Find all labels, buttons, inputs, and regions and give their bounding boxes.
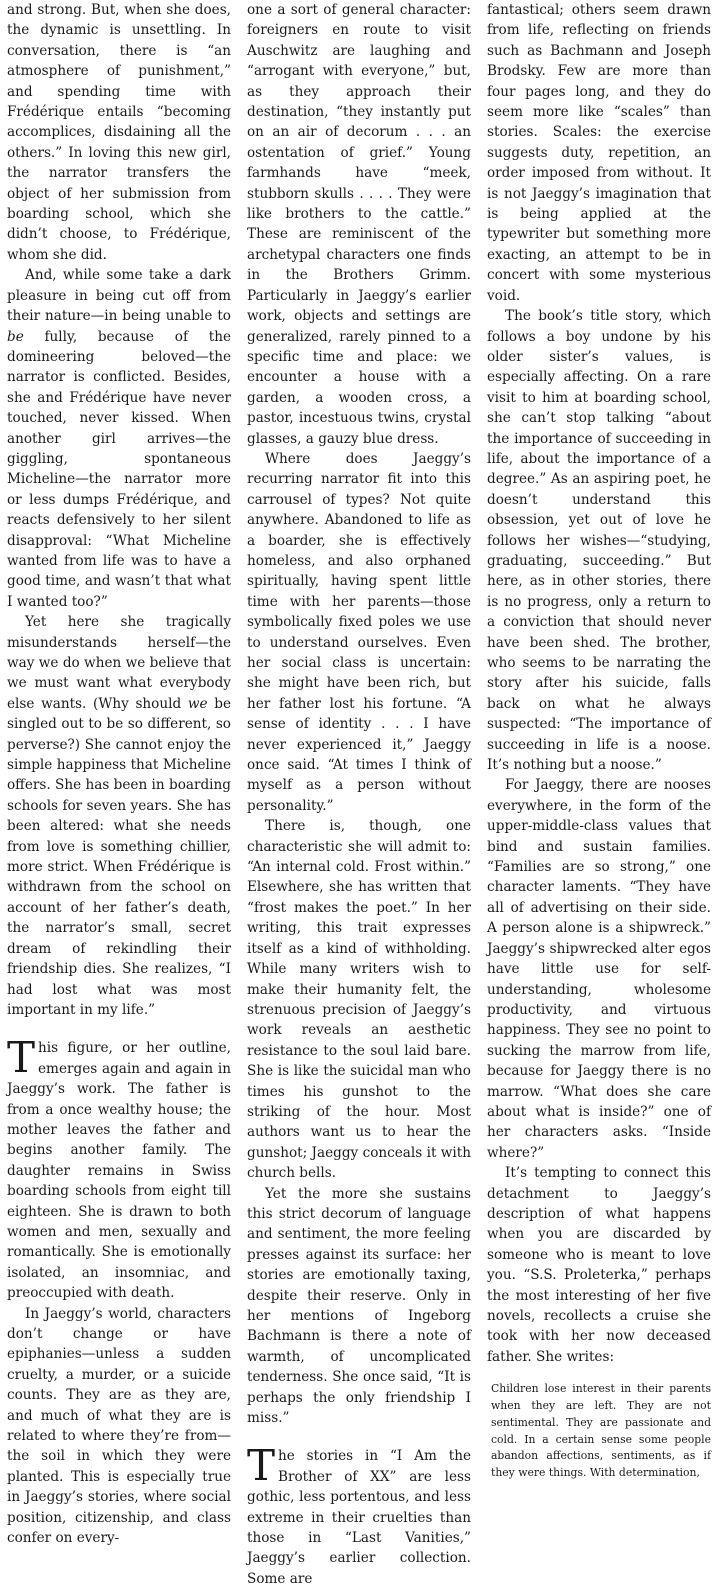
paragraph: For Jaeggy, there are nooses everywhere, in the form of the upper-middle-class values that bind and sustain families. “Families are so strong,” one character laments. “They have all of advertising on their side. A person alone is a shipwreck.” Jaeggy’s shipwrecked alter egos have little use for self-understanding, wholesome productivity, and virtuous happiness. They see no point to sucking the marrow from life, because for Jaeggy there is no marrow. “What does she care about what is inside?” one of her characters asks. “Inside where?” bbox=[487, 777, 711, 1161]
article-column-1 bbox=[7, 0, 231, 1547]
drop-cap: T bbox=[247, 1441, 276, 1491]
paragraph: and strong. But, when she does, the dynamic is unsettling. In conversation, there is “an atmosphere of punishment,” and spending time with Frédérique entails “becoming accomplices, disdaining all the others.” In loving this new girl, the narrator transfers the object of her submission from boarding school, which she didn’t choose, to Frédérique, whom she did. bbox=[7, 2, 231, 263]
paragraph: In Jaeggy’s world, characters don’t change or have epiphanies—unless a sudden cruelty, a murder, or a suicide counts. They are as they are, and much of what they are is related to where they’re from—the soil in which they were planted. This is especially true in Jaeggy’s stories, where social position, citizenship, and class confer on every- bbox=[7, 1305, 231, 1547]
paragraph: one a sort of general character: foreigners en route to visit Auschwitz are laughing and “arrogant with everyone,” but, as they approach their destination, “they instantly put on an air of decorum . . . an ostentation of grief.” Young farmhands have “meek, stubborn skulls . . . . They were like brothers to the cattle.” These are reminiscent of the archetypal characters one finds in the Brothers Grimm. Particularly in Jaeggy’s earlier work, objects and settings are generalized, rarely pinned to a specific time and place: we encounter a house with a garden, a wooden cross, a pastor, incestuous twins, crystal glasses, a gauzy blue dress. bbox=[247, 2, 471, 447]
block-quote: Children lose interest in their parents when they are left. They are not sentimental. They are passionate and cold. In a certain sense some people abandon affections, sentiments, as if they were things. With determination, bbox=[491, 1382, 711, 1480]
paragraph: There is, though, one characteristic she will admit to: “An internal cold. Frost within.” Elsewhere, she has written that “frost makes the poet.” In her writing, this trait expresses itself as a kind of withholding. While many writers wish to make their humanity felt, the strenuous precision of Jaeggy’s work reveals an aesthetic resistance to the soul laid bare. She is like the suicidal man who times his gunshot to the striking of the hour. Most authors want us to hear the gunshot; Jaeggy conceals it with church bells. bbox=[247, 818, 471, 1182]
paragraph: And, while some take a dark pleasure in being cut off from their nature—in being unable to be fully, because of the domineering beloved—the narrator is conflicted. Besides, she and Frédérique have never touched, never kissed. When another girl arrives—the giggling, spontaneous Micheline—the narrator more or less dumps Frédérique, and reacts defensively to her silent disapproval: “What Micheline wanted from life was to have a good time, and wasn’t that what I wanted too?” bbox=[7, 267, 231, 610]
paragraph: It’s tempting to connect this detachment to Jaeggy’s description of what happens when you are discarded by someone who is meant to love you. “S.S. Proleterka,” perhaps the most interesting of her five novels, recollects a cruise she took with her now deceased father. She writes: bbox=[487, 1165, 711, 1365]
paragraph: Yet here she tragically misunderstands herself—the way we do when we believe that we must want what everybody else wants. (Why should we be singled out to be so different, so perverse?) She cannot enjoy the simple happiness that Micheline offers. She has been in boarding schools for seven years. She has been altered: what she needs from love is something chillier, more strict. When Frédérique is withdrawn from the school on account of her father’s death, the narrator’s small, secret dream of rekindling their friendship dies. She realizes, “I had lost what was most important in my life.” bbox=[7, 614, 231, 1018]
drop-cap: T bbox=[7, 1033, 36, 1083]
emphasis: be bbox=[7, 328, 24, 345]
paragraph: Where does Jaeggy’s recurring narrator fit into this carrousel of types? Not quite anywhere. Abandoned to life as a boarder, she is effectively homeless, and also orphaned spiritually, having spent little time with her parents—those symbolically fixed poles we use to understand ourselves. Even her social class is uncertain: she might have been rich, but her father lost his fortune. “A sense of identity . . . I have never experienced it,” Jaeggy once said. “At times I think of myself as a person without personality.” bbox=[247, 450, 471, 814]
paragraph: Yet the more she sustains this strict decorum of language and sentiment, the more feeling presses against its surface: her stories are emotionally taxing, despite their reserve. Only in her mentions of Ingeborg Bachmann is there a note of warmth, of uncomplicated tenderness. She once said, “It is perhaps the only friendship I miss.” bbox=[247, 1185, 471, 1427]
emphasis: we bbox=[187, 695, 208, 712]
paragraph: The book’s title story, which follows a boy undone by his older sister’s values, is especially affecting. On a rare visit to him at boarding school, she can’t stop talking “about the importance of succeeding in life, about the importance of a degree.” As an aspiring poet, he doesn’t understand this obsession, yet out of love he follows her wishes—“studying, graduating, succeeding.” But here, as in other stories, there is no progress, only a return to a conviction that should never have been shed. The brother, who seems to be narrating the story after his suicide, falls back on what he always suspected: “The importance of succeeding in life is a noose. It’s nothing but a noose.” bbox=[487, 308, 711, 774]
paragraph: fantastical; others seem drawn from life, reflecting on friends such as Bachmann and Joseph Brodsky. Few are more than four pages long, and they do seem more like “scales” than stories. Scales: the exercise suggests duty, repetition, an order imposed from without. It is not Jaeggy’s imagination that is being applied at the typewriter but something more exacting, an attempt to be in concert with some mysterious void. bbox=[487, 2, 711, 304]
section-start-paragraph: The stories in “I Am the Brother of XX” are less gothic, less portentous, and less extreme in their cruelties than those in “Last Vanities,” Jaeggy’s earlier collection. Some are bbox=[247, 1441, 471, 1587]
article-column-3 bbox=[487, 0, 711, 1480]
article-column-2 bbox=[247, 0, 471, 1587]
section-start-paragraph: This figure, or her outline, emerges again and again in Jaeggy’s work. The father is from a once wealthy house; the mother leaves the father and begins another family. The daughter remains in Swiss boarding schools from eight till eighteen. She is drawn to both women and men, sexually and romantically. She is emotionally isolated, an insomniac, and preoccupied with death. bbox=[7, 1033, 231, 1302]
